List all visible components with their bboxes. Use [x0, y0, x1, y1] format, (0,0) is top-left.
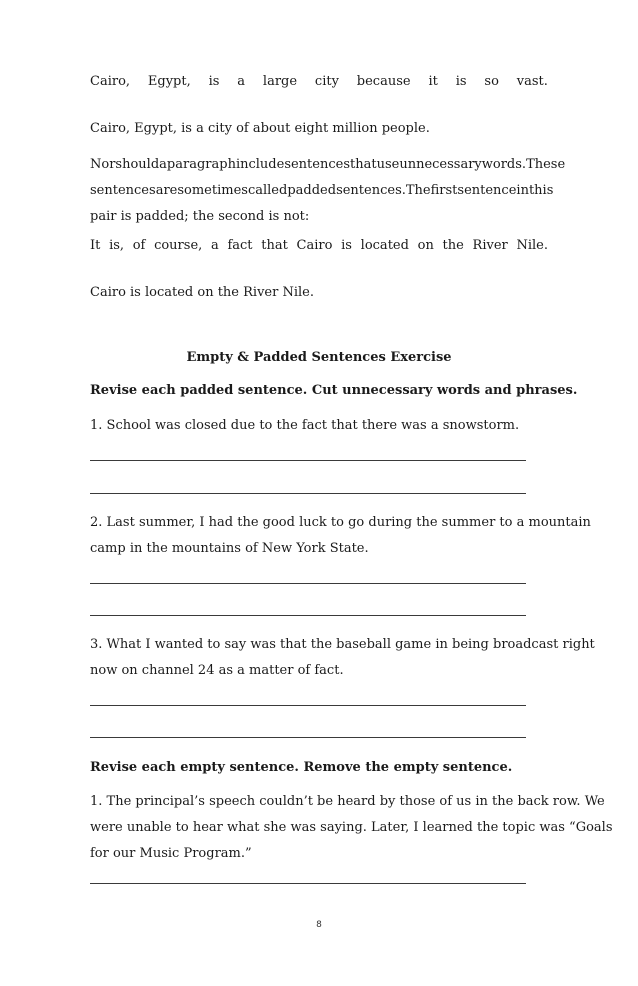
answer-blank[interactable]	[90, 583, 526, 584]
padded-instruction: Revise each padded sentence. Cut unnecessary words and phrases.	[90, 383, 578, 398]
exercise-item: for our Music Program.”	[90, 846, 252, 861]
paragraph-word: sentence	[457, 183, 517, 198]
paragraph-word: this	[528, 183, 554, 198]
paragraph-word: sentences	[90, 183, 156, 198]
sentence-word: vast.	[516, 74, 548, 89]
sentence-word: is	[341, 238, 352, 253]
paragraph-word: that	[350, 157, 377, 172]
sentence-word: large	[262, 74, 298, 89]
sentence-word: is	[455, 74, 467, 89]
sentence-word: on	[417, 238, 434, 253]
sentence-word: because	[356, 74, 411, 89]
paragraph-word: sentences	[284, 157, 350, 172]
exercise-item: 1. The principal’s speech couldn’t be heard by those of us in the back row. We	[90, 794, 605, 809]
sentence-word: Cairo	[296, 238, 333, 253]
paragraph-word: sentences.	[336, 183, 406, 198]
sentence-word: of	[132, 238, 146, 253]
paragraph-line: pair is padded; the second is not:	[90, 209, 310, 224]
sentence-word: so	[484, 74, 499, 89]
paragraph-word: a	[159, 157, 167, 172]
sentence-word: a	[237, 74, 246, 89]
sentence-word: is	[208, 74, 220, 89]
answer-blank[interactable]	[90, 705, 526, 706]
sentence-word: is,	[109, 238, 125, 253]
paragraph-word: These	[526, 157, 566, 172]
example-empty-sentence	[90, 74, 548, 90]
paragraph-word: Nor	[90, 157, 116, 172]
answer-blank[interactable]	[90, 883, 526, 884]
paragraph-word: in	[516, 183, 529, 198]
sentence-word: it	[428, 74, 438, 89]
sentence-word: located	[360, 238, 409, 253]
sentence-word: Cairo,	[90, 74, 131, 89]
page-number: 8	[316, 920, 322, 930]
answer-blank[interactable]	[90, 493, 526, 494]
exercise-item: now on channel 24 as a matter of fact.	[90, 663, 344, 678]
sentence-word: a	[210, 238, 219, 253]
paragraph-word: unnecessary	[399, 157, 482, 172]
paragraph-word: include	[235, 157, 285, 172]
answer-blank[interactable]	[90, 737, 526, 738]
answer-blank[interactable]	[90, 460, 526, 461]
sentence-word: the	[442, 238, 464, 253]
paragraph-word: use	[376, 157, 400, 172]
paragraph-word: paragraph	[166, 157, 236, 172]
paragraph-word: padded	[287, 183, 337, 198]
sentence-word: It	[90, 238, 101, 253]
example-padded-sentence	[90, 238, 548, 254]
paragraph-word: are	[155, 183, 178, 198]
exercise-item: 3. What I wanted to say was that the baseball game in being broadcast right	[90, 637, 595, 652]
sentence-word: fact	[227, 238, 253, 253]
example-padded-revised: Cairo is located on the River Nile.	[90, 285, 314, 300]
sentence-word: Egypt,	[147, 74, 191, 89]
sentence-word: River	[472, 238, 508, 253]
exercise-item: were unable to hear what she was saying. Later, I learned the topic was “Goals	[90, 820, 613, 835]
paragraph-word: The	[405, 183, 431, 198]
paragraph-word: should	[115, 157, 160, 172]
empty-instruction: Revise each empty sentence. Remove the empty sentence.	[90, 760, 513, 775]
paragraph-word: first	[430, 183, 458, 198]
exercise-item: 2. Last summer, I had the good luck to go during the summer to a mountain	[90, 515, 591, 530]
exercise-item: 1. School was closed due to the fact that there was a snowstorm.	[90, 418, 520, 433]
paragraph-word: sometimes	[177, 183, 248, 198]
example-empty-revised: Cairo, Egypt, is a city of about eight million people.	[90, 121, 430, 136]
exercise-title: Empty & Padded Sentences Exercise	[186, 350, 452, 365]
paragraph-line	[90, 183, 554, 199]
paragraph-word: words.	[481, 157, 527, 172]
sentence-word: that	[261, 238, 288, 253]
sentence-word: course,	[154, 238, 203, 253]
sentence-word: Nile.	[516, 238, 548, 253]
paragraph-word: called	[247, 183, 288, 198]
answer-blank[interactable]	[90, 615, 526, 616]
paragraph-line	[90, 157, 566, 173]
exercise-item: camp in the mountains of New York State.	[90, 541, 369, 556]
sentence-word: city	[314, 74, 339, 89]
